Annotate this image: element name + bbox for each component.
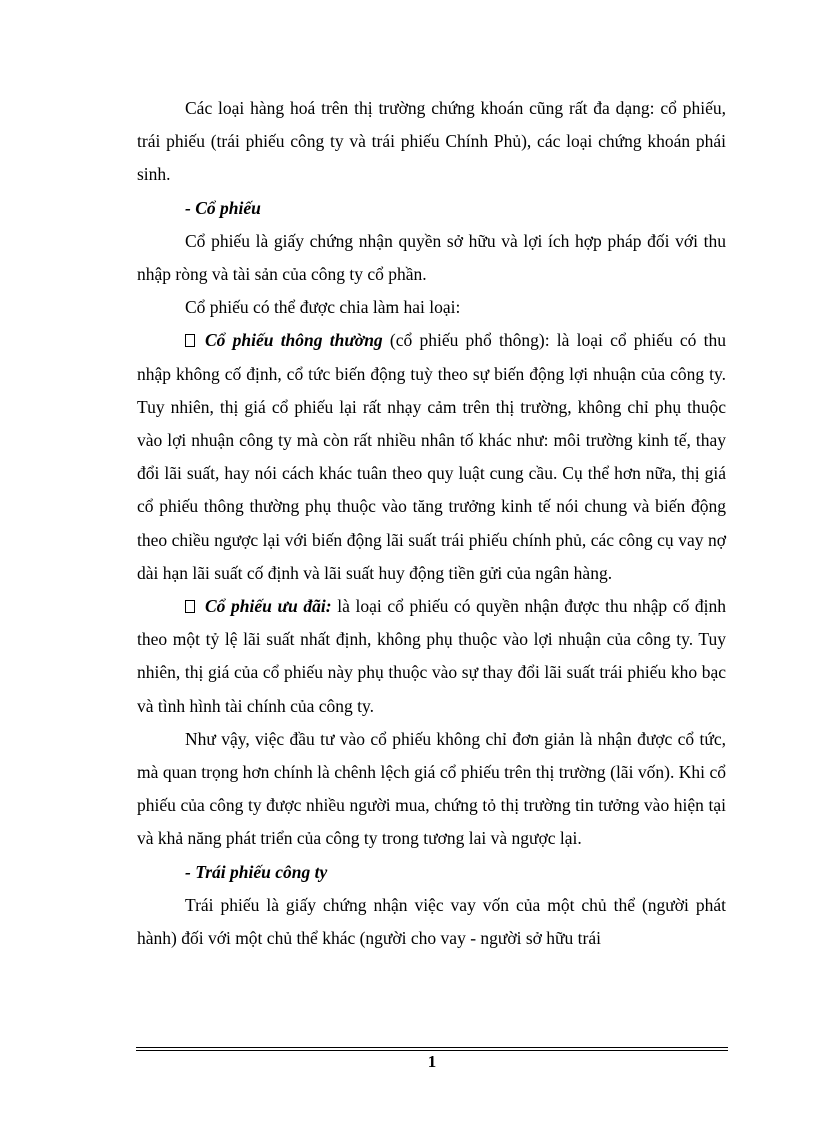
footer-divider	[136, 1047, 728, 1048]
bullet-term: Cổ phiếu thông thường	[205, 330, 383, 351]
paragraph: Trái phiếu là giấy chứng nhận việc vay vốn của một chủ thể (người phát hành) đối với một chủ thể khác (người cho vay - người sở hữu trái	[137, 894, 726, 949]
page-body	[137, 92, 726, 955]
section-heading-co-phieu: - Cổ phiếu	[185, 197, 261, 218]
footer-divider	[136, 1050, 728, 1051]
page-number: 1	[427, 1052, 437, 1071]
bullet-text: là loại cổ phiếu có quyền nhận được thu nhập cố định theo một tỷ lệ lãi suất nhất định, không phụ thuộc vào lợi nhuận của công ty. Tuy nhiên, thị giá của cổ phiếu này phụ thuộc vào sự thay đổi lãi suất trái phiếu kho bạc và tình hình tài chính của công ty.	[137, 596, 726, 716]
bullet-text: (cổ phiếu phổ thông): là loại cổ phiếu có thu nhập không cố định, cổ tức biến động tuỳ theo sự biến động lợi nhuận của công ty. Tuy nhiên, thị giá cổ phiếu lại rất nhạy cảm trên thị trường, không chỉ phụ thuộc vào lợi nhuận công ty mà còn rất nhiều nhân tố khác như: môi trường kinh tế, thay đổi lãi suất, hay nói cách khác tuân theo quy luật cung cầu. Cụ thể hơn nữa, thị giá cổ phiếu thông thường phụ thuộc vào tăng trưởng kinh tế nói chung và biến động theo chiều ngược lại với biến động lãi suất trái phiếu chính phủ, các công cụ vay nợ dài hạn lãi suất cố định và lãi suất huy động tiền gửi của ngân hàng.	[137, 330, 726, 583]
paragraph: Cổ phiếu có thể được chia làm hai loại:	[185, 297, 461, 318]
bullet-box-icon	[185, 600, 195, 613]
section-heading-trai-phieu: - Trái phiếu công ty	[185, 861, 328, 882]
bullet-term: Cổ phiếu ưu đãi:	[205, 596, 332, 617]
paragraph: Như vậy, việc đầu tư vào cổ phiếu không chỉ đơn giản là nhận được cổ tức, mà quan trọng hơn chính là chênh lệch giá cổ phiếu trên thị trường (lãi vốn). Khi cổ phiếu của công ty được nhiều người mua, chứng tỏ thị trường tin tưởng vào hiện tại và khả năng phát triển của công ty trong tương lai và ngược lại.	[137, 728, 726, 849]
bullet-box-icon	[185, 334, 195, 347]
bullet-item	[137, 324, 726, 590]
paragraph: Cổ phiếu là giấy chứng nhận quyền sở hữu và lợi ích hợp pháp đối với thu nhập ròng và tài sản của công ty cổ phần.	[137, 230, 726, 285]
paragraph: Các loại hàng hoá trên thị trường chứng khoán cũng rất đa dạng: cổ phiếu, trái phiếu (trái phiếu công ty và trái phiếu Chính Phủ), các loại chứng khoán phái sinh.	[137, 98, 726, 185]
bullet-item	[137, 590, 726, 723]
